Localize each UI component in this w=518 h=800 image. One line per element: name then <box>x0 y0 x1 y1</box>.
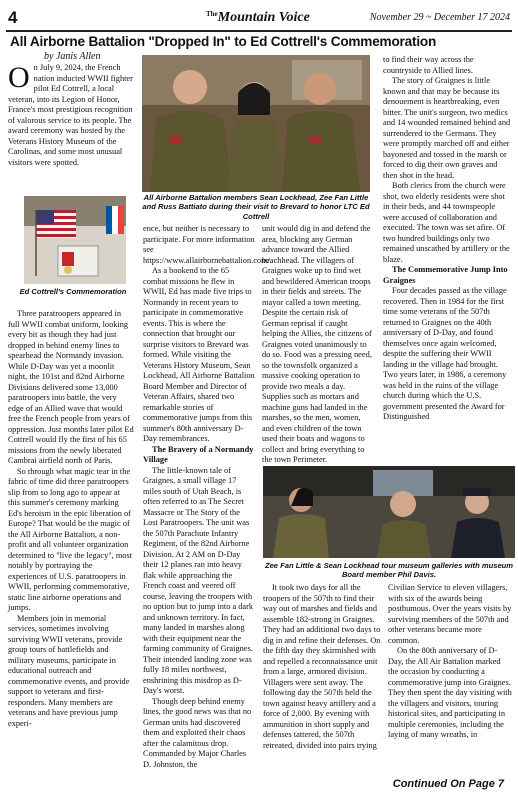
main-photo <box>142 55 370 192</box>
paragraph: to find their way across the countryside to Allied lines. <box>383 55 474 75</box>
issue-date: November 29 ~ December 17 2024 <box>369 12 510 23</box>
column-2-body <box>143 224 272 770</box>
paragraph: Four decades passed as the village recovered. Then in 1984 for the first time some veterans of the 507th returned to Graignes on the 40th anniversary of D-Day, and found themselves once again welcomed, despite the suffering their WWII landing in the village had brought. Two years later, in 1986, a ceremony was held in the ruins of the village church during which the U.S. government presented the Award for Distinguished <box>383 286 507 421</box>
subhead-bravery: The Bravery of a Normandy Village <box>143 444 254 464</box>
paragraph: ence, but neither is necessary to participate. For more information see https://www.allairbornebattalion.com/. <box>143 224 272 265</box>
medal-image <box>24 196 126 284</box>
paragraph: Both clerics from the church were shot, two elderly residents were shot in their beds, and 44 townspeople were accused of collaboration and executed. The town was set afire. Of two hundred buildings only two remained unscathed by artillery or the blaze. <box>383 181 510 264</box>
paragraph: As a bookend to the 65 combat missions he flew in WWII, Ed has made five trips to Normandy in recent years to participate in commemorative events. This is where the connection that brought our surprise visitors to Brevard was formed. While visiting the Veterans History Museum, Sean Lockhead, All Airborne Battalion Board Member and Director of Veteran Affairs, shared two remarkable stories of commemorative jumps from this summer's 80th anniversary D-Day remembrances. <box>143 266 255 443</box>
page-header <box>6 6 512 32</box>
column-4-bottom <box>388 583 512 741</box>
paragraph: Members join in memorial services, sometimes involving surviving WWII veterans, provide group tours of battlefields and military museums, participate in educational outreach and commemorative events, and provide support to veterans and first-responders. Many members are veterans and have previous jump experi- <box>8 613 130 728</box>
column-3-top <box>262 224 374 466</box>
paragraph: Though deep behind enemy lines, the good news was that no German units had discovered them and exploited their chaos after the calamitous drop. Commanded by Major Charles D. Johnston, the <box>143 696 252 769</box>
paragraph: unit would dig in and defend the area, blocking any German advance toward the Allied beachhead. The villagers of Graignes woke up to find wet and bewildered American troops in their fields and streets. The mayor called a town meeting. Despite the certain risk of German reprisal if caught helping the Allies, the citizens of Graignes voted unanimously to do so. Food was a pressing need, so the townsfolk organized a massive cooking operation to provide two meals a day. Supplies such as mortars and machine guns had landed in the marshes, so the men, women, and even children of the town used their boats and wagons to collect and bring everything to the town Perimeter. <box>262 224 372 464</box>
medal-photo <box>24 196 126 284</box>
column-4-top <box>383 55 511 423</box>
gallery-photo <box>263 466 515 558</box>
intro-text: n July 9, 2024, the French nation inducted WWII fighter pilot Ed Cottrell, a local veteran, into its Legion of Honor, France's most prestigious recognition of valorous service to its people. The award ceremony was hosted by the Veterans History Museum of the Carolinas, and some most unusual visitors were spotted. <box>8 63 133 167</box>
continued-link[interactable]: Continued On Page 7 <box>392 778 504 790</box>
column-1-body <box>8 309 134 729</box>
header-rule <box>6 30 512 32</box>
paragraph: The story of Graignes is little known and that may be because its denouement is heartbreaking, even bitter. The unit's surgeon, two medics and 14 wounded remained behind and surrendered to the Germans. They were promptly marched off and either bayoneted and tossed in the marsh or forced to dig their own graves and then shot in the head. <box>383 76 511 180</box>
museum-gallery-image <box>263 466 515 558</box>
subhead-commemorative-jump: The Commemorative Jump Into Graignes <box>383 265 508 285</box>
masthead: $^{The}$Mountain Voice <box>206 10 310 25</box>
paragraph: It took two days for all the troopers of the 507th to find their way out of marshes and fields and assemble 182-strong in Graignes. They had an additional two days to dig in and refine their defenses. On the fifth day they skirmished with and repelled a reconnaissance unit from a large, armored division. Villagers were sent away. The following day the 507th held the town against heavy artillery and a force of 2,000. By evening with ammunition in short supply and defenses tattered, the 507th retreated, divided into pairs trying <box>263 583 381 750</box>
paragraph: The little-known tale of Graignes, a small village 17 miles south of Utah Beach, is often referred to as The Secret Massacre or The Story of the Lost Paratroopers. The unit was the 507th Parachute Infantry Regiment, of the 82nd Airborne Division. At 2 AM on D-Day their 12 planes ran into heavy flak while approaching the French coast and veered off course, leaving the troopers with no option but to jump into a dark and unknown territory. In fact, many landed in marshes along with their equipment near the farming community of Graignes. Their intended landing zone was fully 18 miles northwest, enshrining this misdrop as D-Day's worst. <box>143 465 254 695</box>
article-headline: All Airborne Battalion "Dropped In" to Ed Cottrell's Commemoration <box>10 34 437 49</box>
drop-cap: O <box>8 61 30 94</box>
column-1-intro <box>8 63 134 168</box>
main-photo-caption: All Airborne Battalion members Sean Lockhead, Zee Fan Little and Russ Battiato during their visit to Brevard to honor LTC Ed Cottrell <box>142 193 370 221</box>
paragraph: Three paratroopers appeared in full WWII combat uniform, looking every bit as though they had just dropped in behind enemy lines to spearhead the Normandy invasion. While D-Day was yet a moonlit night, the 101st and 82nd Airborne Divisions delivered some 13,000 paratroopers into battle, the very edge of an Allied wave that would free the French people from years of oppression. Just months later pilot Ed Cottrell would fly the first of his 65 missions from the newly liberated Cambrai airfield north of Paris. <box>8 309 134 465</box>
group-portrait-image <box>142 55 370 192</box>
page-number: 4 <box>8 8 18 27</box>
column-3-bottom <box>263 583 381 751</box>
paragraph: On the 80th anniversary of D-Day, the All Air Battalion marked the occasion by conducting a commemorative jump into Graignes. They then spent the day visiting with the villagers and visitors, touring historical sites, and participating in multiple ceremonies, including the laying of many wreaths, in <box>388 646 512 739</box>
french-flag-icon <box>106 206 124 234</box>
paragraph: Civilian Service to eleven villagers, with six of the awards being posthumous. Over the years visits by surviving members of the 507th and other veterans became more common. <box>388 583 512 645</box>
gallery-caption: Zee Fan Little & Sean Lockhead tour museum galleries with museum Board member Phil Davis. <box>264 561 514 580</box>
medal-caption: Ed Cottrell's Commemoration <box>19 287 127 296</box>
paragraph: So through what magic tear in the fabric of time did three paratroopers slip from so long ago to appear at this summer's ceremony marking Ed's heroism in the epic liberation of Europe? That would be the magic of the All Airborne Battalion, a non-profit and all volunteer organization determined to "live the legacy", most notably by portraying the experiences of U.S. paratroopers in WWII, performing commemorative, static line airborne operations and jumps. <box>8 466 133 612</box>
article-byline: by Janis Allen <box>44 51 101 62</box>
